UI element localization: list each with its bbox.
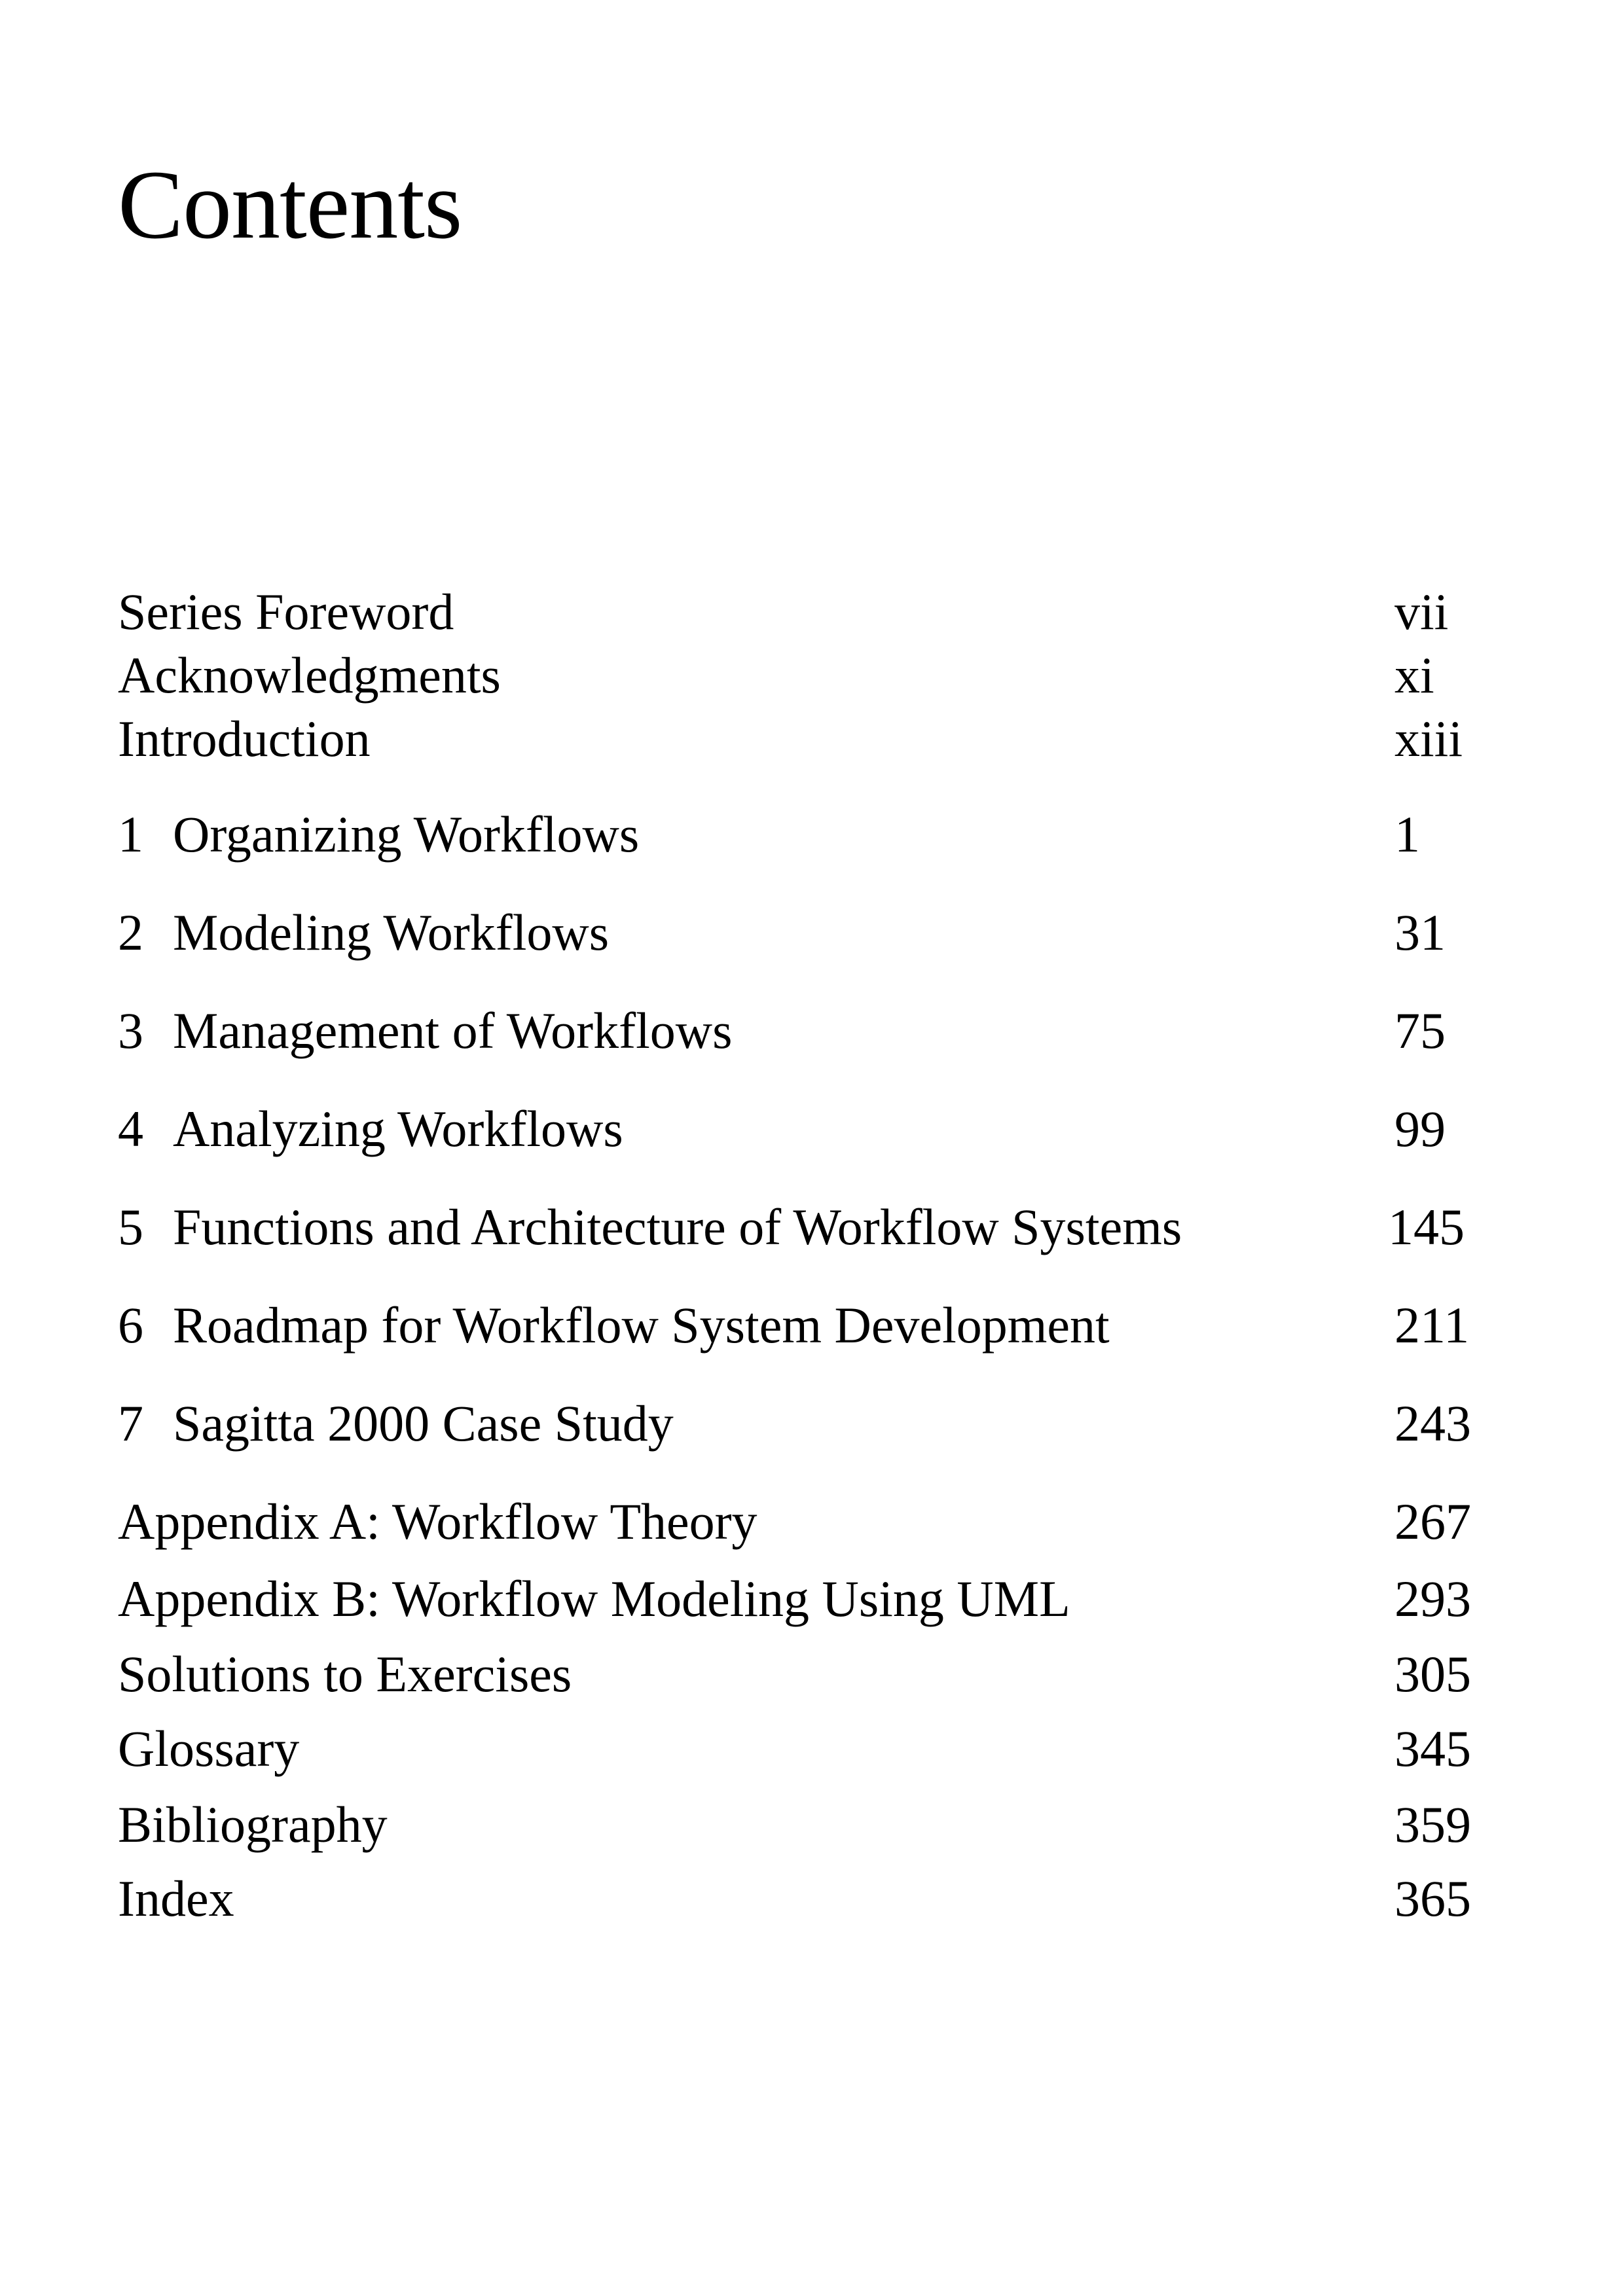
chapter-number: 5 — [118, 1198, 143, 1255]
toc-entry-chapter-6[interactable] — [118, 1289, 1493, 1361]
toc-entry-chapter-5[interactable] — [118, 1191, 1493, 1263]
toc-entry-chapter-7[interactable] — [118, 1388, 1493, 1460]
toc-entry-appendix-b[interactable] — [118, 1563, 1493, 1635]
toc-entry-page-number: 359 — [1395, 1796, 1471, 1853]
toc-entry-label: Bibliography — [118, 1796, 388, 1853]
toc-entry-glossary[interactable] — [118, 1713, 1493, 1785]
toc-entry-chapter-4[interactable] — [118, 1093, 1493, 1165]
chapter-title: Sagitta 2000 Case Study — [173, 1395, 674, 1452]
toc-entry-page-number: xiii — [1395, 710, 1463, 767]
toc-entry-page-number: 267 — [1395, 1493, 1471, 1550]
toc-entry-label: Series Foreword — [118, 583, 454, 640]
toc-entry-page-number: 243 — [1395, 1395, 1471, 1452]
toc-entry-page-number: vii — [1395, 583, 1449, 640]
toc-entry-chapter-3[interactable] — [118, 995, 1493, 1067]
toc-entry-index[interactable] — [118, 1863, 1493, 1935]
toc-entry-page-number: 293 — [1395, 1570, 1471, 1627]
toc-entry-label: Acknowledgments — [118, 647, 501, 704]
toc-entry-page-number: 145 — [1388, 1198, 1465, 1255]
chapter-number: 2 — [118, 904, 143, 961]
chapter-title: Organizing Workflows — [173, 806, 640, 863]
chapter-title: Management of Workflows — [173, 1002, 733, 1059]
chapter-title: Roadmap for Workflow System Development — [173, 1297, 1110, 1354]
toc-entry-page-number: xi — [1395, 647, 1434, 704]
toc-entry-solutions-to-exercises[interactable] — [118, 1638, 1493, 1710]
toc-entry-page-number: 1 — [1395, 806, 1420, 863]
toc-entry-introduction[interactable] — [118, 703, 1493, 775]
toc-entry-label: Appendix A: Workflow Theory — [118, 1493, 757, 1550]
toc-entry-page-number: 365 — [1395, 1870, 1471, 1927]
toc-entry-label: Appendix B: Workflow Modeling Using UML — [118, 1570, 1070, 1627]
toc-entry-page-number: 75 — [1395, 1002, 1446, 1059]
toc-entry-label: Introduction — [118, 710, 371, 767]
toc-entry-page-number: 31 — [1395, 904, 1446, 961]
chapter-title: Analyzing Workflows — [173, 1100, 623, 1157]
toc-entry-acknowledgments[interactable] — [118, 639, 1493, 711]
toc-entry-page-number: 345 — [1395, 1720, 1471, 1777]
toc-entry-label: Glossary — [118, 1720, 300, 1777]
toc-entry-page-number: 99 — [1395, 1100, 1446, 1157]
chapter-number: 3 — [118, 1002, 143, 1059]
toc-entry-label: Solutions to Exercises — [118, 1645, 572, 1702]
chapter-title: Functions and Architecture of Workflow Systems — [173, 1198, 1182, 1255]
table-of-contents — [118, 0, 1493, 2296]
chapter-number: 4 — [118, 1100, 143, 1157]
toc-entry-page-number: 305 — [1395, 1645, 1471, 1702]
toc-entry-chapter-2[interactable] — [118, 897, 1493, 969]
chapter-number: 7 — [118, 1395, 143, 1452]
toc-entry-appendix-a[interactable] — [118, 1486, 1493, 1558]
toc-entry-series-foreword[interactable] — [118, 576, 1493, 648]
toc-entry-label: Index — [118, 1870, 234, 1927]
chapter-number: 6 — [118, 1297, 143, 1354]
chapter-number: 1 — [118, 806, 143, 863]
toc-entry-chapter-1[interactable] — [118, 798, 1493, 870]
toc-entry-bibliography[interactable] — [118, 1789, 1493, 1861]
toc-entry-page-number: 211 — [1395, 1297, 1470, 1354]
chapter-title: Modeling Workflows — [173, 904, 610, 961]
page-title: Contents — [118, 151, 462, 259]
